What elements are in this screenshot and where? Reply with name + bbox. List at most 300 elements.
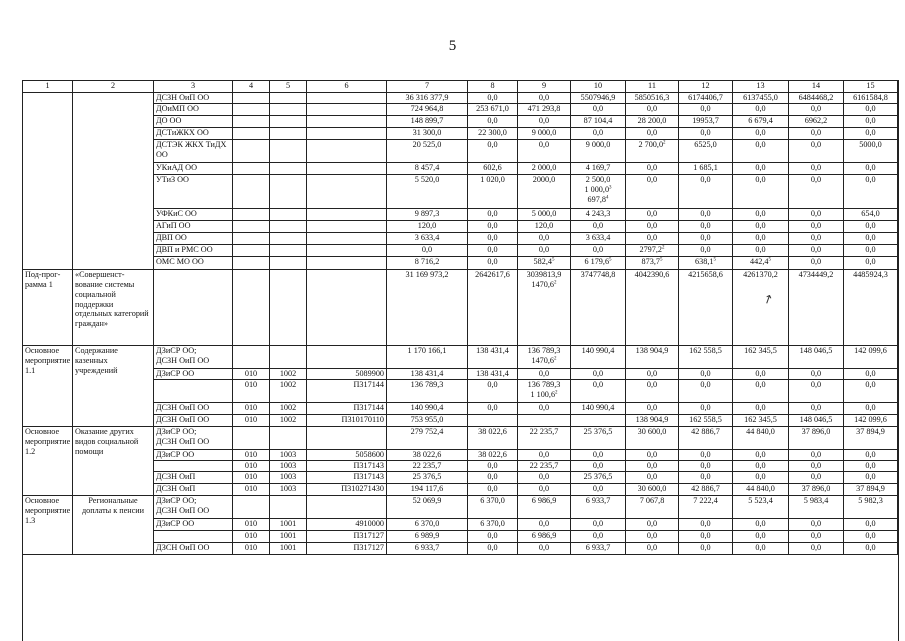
subprogram-label: Под-прог-рамма 1 xyxy=(23,270,73,346)
cell: 7 067,8 xyxy=(626,496,679,519)
cell xyxy=(307,104,387,116)
cell: 6 933,7 xyxy=(571,543,626,555)
cell: 0,0 xyxy=(571,450,626,461)
cell xyxy=(468,415,518,427)
cell: 6 986,9 xyxy=(518,496,571,519)
cell: 0,0 xyxy=(626,519,679,531)
cell xyxy=(307,163,387,175)
column-number: 2 xyxy=(73,81,154,93)
cell xyxy=(307,257,387,270)
cell: 0,0 xyxy=(518,245,571,257)
cell-value xyxy=(520,390,568,400)
cell: 0,0 xyxy=(733,140,789,163)
cell: 471 293,8 xyxy=(518,104,571,116)
cell: 44 840,0 xyxy=(733,427,789,450)
cell xyxy=(270,245,307,257)
footnote-mark: 2 xyxy=(554,356,557,362)
table-row xyxy=(23,104,898,116)
cell: 0,0 xyxy=(789,543,844,555)
cell: ДЗиСР ОО xyxy=(154,450,233,461)
cell: 0,0 xyxy=(387,245,468,257)
cell: 0,0 xyxy=(679,369,733,380)
cell: 2000,0 xyxy=(518,175,571,209)
cell-value xyxy=(520,356,568,366)
cell: УКиАД ОО xyxy=(154,163,233,175)
cell: 0,0 xyxy=(679,403,733,415)
cell: 6 679,4 xyxy=(733,116,789,128)
cell: 20 525,0 xyxy=(387,140,468,163)
cell xyxy=(518,270,571,346)
cell: 0,0 xyxy=(626,369,679,380)
cell: 0,0 xyxy=(844,104,898,116)
measure-title: Региональные доплаты к пенсии xyxy=(73,496,154,555)
cell: 0,0 xyxy=(626,472,679,484)
cell-value: 638,1 xyxy=(695,257,714,266)
executor-line: ДСЗН ОиП ОО xyxy=(156,505,210,515)
cell: 0,0 xyxy=(844,531,898,543)
column-number: 13 xyxy=(733,81,789,93)
table-row xyxy=(23,163,898,175)
cell: 0,0 xyxy=(468,245,518,257)
cell: 0,0 xyxy=(789,461,844,472)
cell: 1003 xyxy=(270,461,307,472)
cell: 0,0 xyxy=(733,233,789,245)
column-number: 12 xyxy=(679,81,733,93)
executor-line: ДЗиСР ОО; xyxy=(156,496,197,505)
cell: 0,0 xyxy=(571,245,626,257)
cell: 0,0 xyxy=(844,128,898,140)
cell: 0,0 xyxy=(733,163,789,175)
cell xyxy=(154,461,233,472)
cell: 0,0 xyxy=(571,380,626,403)
cell: 5507946,9 xyxy=(571,93,626,104)
cell: 6 370,0 xyxy=(468,519,518,531)
cell: 0,0 xyxy=(844,403,898,415)
cell xyxy=(233,496,270,519)
cell: 0,0 xyxy=(679,543,733,555)
cell xyxy=(270,496,307,519)
empty-cell xyxy=(154,270,233,346)
table-row xyxy=(23,484,898,496)
cell: 22 235,7 xyxy=(518,427,571,450)
cell: 162 558,5 xyxy=(679,346,733,369)
table-row xyxy=(23,233,898,245)
cell: 2 000,0 xyxy=(518,163,571,175)
table-row xyxy=(23,531,898,543)
cell: 0,0 xyxy=(571,531,626,543)
cell-value: 136 789,3 xyxy=(527,346,561,355)
cell: ДСЗН ОиП ОО xyxy=(154,403,233,415)
cell: 602,6 xyxy=(468,163,518,175)
cell xyxy=(270,140,307,163)
cell: 0,0 xyxy=(789,175,844,209)
cell: 4734449,2 xyxy=(789,270,844,346)
cell: 0,0 xyxy=(518,369,571,380)
cell xyxy=(307,245,387,257)
cell xyxy=(270,233,307,245)
cell: 0,0 xyxy=(789,472,844,484)
cell: 010 xyxy=(233,484,270,496)
cell: 010 xyxy=(233,543,270,555)
cell: 6161584,8 xyxy=(844,93,898,104)
cell-value-text: 1 000,0 xyxy=(584,184,610,194)
cell: 0,0 xyxy=(571,461,626,472)
cell xyxy=(233,93,270,104)
cell: П317127 xyxy=(307,531,387,543)
footnote-mark: 5 xyxy=(609,257,612,263)
executor-line: ДСЗН ОиП ОО xyxy=(156,355,210,365)
cell: 3 633,4 xyxy=(387,233,468,245)
cell: ДСЗН ОиП xyxy=(154,484,233,496)
cell xyxy=(154,531,233,543)
column-number: 1 xyxy=(23,81,73,93)
empty-cell xyxy=(307,270,387,346)
cell xyxy=(270,93,307,104)
footnote-mark: 5 xyxy=(551,257,555,263)
column-number: 8 xyxy=(468,81,518,93)
cell xyxy=(571,175,626,209)
table-row xyxy=(23,93,898,104)
cell: 1002 xyxy=(270,369,307,380)
footnote-mark: 2 xyxy=(555,390,558,396)
measure-title: Содержание казенных учреждений xyxy=(73,346,154,427)
cell: 87 104,4 xyxy=(571,116,626,128)
cell: 010 xyxy=(233,380,270,403)
cell: 0,0 xyxy=(679,461,733,472)
cell: 31 169 973,2 xyxy=(387,270,468,346)
cell: 6 933,7 xyxy=(571,496,626,519)
cell: ДО ОО xyxy=(154,116,233,128)
cell xyxy=(307,128,387,140)
cell xyxy=(270,128,307,140)
cell: 010 xyxy=(233,369,270,380)
cell-value-text: 1470,6 xyxy=(531,279,554,289)
cell: 140 990,4 xyxy=(387,403,468,415)
cell xyxy=(307,116,387,128)
cell: 010 xyxy=(233,403,270,415)
column-number: 10 xyxy=(571,81,626,93)
cell: 5 523,4 xyxy=(733,496,789,519)
cell: П317143 xyxy=(307,472,387,484)
empty-cell xyxy=(270,270,307,346)
cell: 0,0 xyxy=(844,233,898,245)
cell xyxy=(233,257,270,270)
cell: 0,0 xyxy=(468,221,518,233)
cell: 0,0 xyxy=(468,209,518,221)
cell: 0,0 xyxy=(733,531,789,543)
table-row xyxy=(23,175,898,209)
cell: 0,0 xyxy=(626,543,679,555)
cell: 0,0 xyxy=(626,531,679,543)
empty-cell xyxy=(233,270,270,346)
cell: 0,0 xyxy=(626,175,679,209)
cell: 4215658,6 xyxy=(679,270,733,346)
cell: П317143 xyxy=(307,461,387,472)
cell: 0,0 xyxy=(844,543,898,555)
cell: 0,0 xyxy=(789,245,844,257)
cell: 0,0 xyxy=(679,104,733,116)
cell: 0,0 xyxy=(571,369,626,380)
cell xyxy=(233,245,270,257)
cell: 7 222,4 xyxy=(679,496,733,519)
cell: 8 716,2 xyxy=(387,257,468,270)
cell: 142 099,6 xyxy=(844,346,898,369)
cell: 0,0 xyxy=(789,519,844,531)
cell: 5058600 xyxy=(307,450,387,461)
cell: 162 558,5 xyxy=(679,415,733,427)
cell: 0,0 xyxy=(733,472,789,484)
cell: 0,0 xyxy=(468,403,518,415)
cell-value: 136 789,3 xyxy=(527,380,561,389)
cell: 0,0 xyxy=(468,257,518,270)
cell: 4042390,6 xyxy=(626,270,679,346)
footnote-mark: 5 xyxy=(768,257,771,263)
cell: ДСЗН ОиП ОО xyxy=(154,93,233,104)
cell xyxy=(679,257,733,270)
footnote-mark: 2 xyxy=(662,245,665,251)
cell: 0,0 xyxy=(468,543,518,555)
column-number: 14 xyxy=(789,81,844,93)
cell: 0,0 xyxy=(789,140,844,163)
empty-cell xyxy=(73,93,154,270)
table-row xyxy=(23,472,898,484)
cell: 0,0 xyxy=(468,472,518,484)
cell: 5850516,3 xyxy=(626,93,679,104)
cell: 0,0 xyxy=(844,380,898,403)
table-row xyxy=(23,380,898,403)
cell: 0,0 xyxy=(789,380,844,403)
footnote-mark: 5 xyxy=(659,257,663,263)
cell: 5000,0 xyxy=(844,140,898,163)
cell xyxy=(626,140,679,163)
cell xyxy=(270,163,307,175)
cell: 136 789,3 xyxy=(387,380,468,403)
cell xyxy=(733,257,789,270)
cell: П310271430 xyxy=(307,484,387,496)
cell: 0,0 xyxy=(789,531,844,543)
cell: 22 235,7 xyxy=(518,461,571,472)
cell: 0,0 xyxy=(468,380,518,403)
column-number: 6 xyxy=(307,81,387,93)
table-row xyxy=(23,519,898,531)
cell: 0,0 xyxy=(844,461,898,472)
cell xyxy=(307,496,387,519)
cell: 19953,7 xyxy=(679,116,733,128)
cell xyxy=(233,104,270,116)
cell xyxy=(233,128,270,140)
cell xyxy=(270,175,307,209)
cell: 010 xyxy=(233,415,270,427)
cell: 4910000 xyxy=(307,519,387,531)
column-number: 15 xyxy=(844,81,898,93)
cell: П317144 xyxy=(307,403,387,415)
cell: УФКиС ОО xyxy=(154,209,233,221)
cell: 142 099,6 xyxy=(844,415,898,427)
cell: 25 376,5 xyxy=(571,472,626,484)
cell: П317127 xyxy=(307,543,387,555)
cell: ДЗСН ОиП ОО xyxy=(154,543,233,555)
cell: 0,0 xyxy=(571,519,626,531)
budget-table xyxy=(22,80,898,555)
column-number: 9 xyxy=(518,81,571,93)
cell: 1 020,0 xyxy=(468,175,518,209)
cell xyxy=(518,380,571,403)
executor-line: ДЗиСР ОО; xyxy=(156,346,197,355)
cell: ОМС МО ОО xyxy=(154,257,233,270)
cell-value: 2 700,0 xyxy=(638,140,664,149)
footnote-mark: 4 xyxy=(605,194,609,200)
cell: 0,0 xyxy=(844,245,898,257)
cell: ДСЗН ОиП ОО xyxy=(154,415,233,427)
page-number: 5 xyxy=(448,38,457,54)
cell: 38 022,6 xyxy=(468,427,518,450)
cell: АГиП ОО xyxy=(154,221,233,233)
cell: 0,0 xyxy=(468,93,518,104)
cell: 37 894,9 xyxy=(844,484,898,496)
cell: 0,0 xyxy=(679,472,733,484)
cell xyxy=(518,257,571,270)
cell: 0,0 xyxy=(844,163,898,175)
table-row xyxy=(23,257,898,270)
cell: 9 000,0 xyxy=(571,140,626,163)
cell: 010 xyxy=(233,461,270,472)
cell: 9 897,3 xyxy=(387,209,468,221)
cell: 0,0 xyxy=(626,163,679,175)
cell: 0,0 xyxy=(468,116,518,128)
cell: 0,0 xyxy=(518,519,571,531)
table-row xyxy=(23,346,898,369)
cell: 0,0 xyxy=(789,233,844,245)
cell: 38 022,6 xyxy=(387,450,468,461)
cell: 31 300,0 xyxy=(387,128,468,140)
cell: 654,0 xyxy=(844,209,898,221)
cell: 0,0 xyxy=(571,221,626,233)
cell: 0,0 xyxy=(626,461,679,472)
cell: 1002 xyxy=(270,380,307,403)
cell: 138 904,9 xyxy=(626,415,679,427)
cell-value xyxy=(520,280,568,290)
table-row xyxy=(23,140,898,163)
cell-value: 6 179,6 xyxy=(584,257,610,266)
cell: 0,0 xyxy=(626,450,679,461)
cell: 1001 xyxy=(270,531,307,543)
table-row xyxy=(23,221,898,233)
cell: 0,0 xyxy=(468,484,518,496)
executor-line: ДЗиСР ОО; xyxy=(156,427,197,436)
cell: 162 345,5 xyxy=(733,346,789,369)
cell: 0,0 xyxy=(789,369,844,380)
cell xyxy=(307,427,387,450)
cell: 6962,2 xyxy=(789,116,844,128)
cell: 1001 xyxy=(270,519,307,531)
cell xyxy=(233,116,270,128)
cell xyxy=(270,221,307,233)
cell: 0,0 xyxy=(679,175,733,209)
cell: 0,0 xyxy=(844,369,898,380)
cell: 1002 xyxy=(270,415,307,427)
cell: 36 316 377,9 xyxy=(387,93,468,104)
cell xyxy=(233,140,270,163)
cell: 0,0 xyxy=(733,104,789,116)
table-row xyxy=(23,369,898,380)
cell xyxy=(307,233,387,245)
cell: ДВП ОО xyxy=(154,233,233,245)
cell: 0,0 xyxy=(844,257,898,270)
cell: 38 022,6 xyxy=(468,450,518,461)
cell: 0,0 xyxy=(679,128,733,140)
cell-value-text: 697,8 xyxy=(587,194,606,204)
table-row xyxy=(23,209,898,221)
cell: 2642617,6 xyxy=(468,270,518,346)
cell: 0,0 xyxy=(626,380,679,403)
cell: 0,0 xyxy=(626,104,679,116)
cell: 120,0 xyxy=(387,221,468,233)
cell: 0,0 xyxy=(789,128,844,140)
cell: 120,0 xyxy=(518,221,571,233)
cell: 4261370,2 xyxy=(733,270,789,346)
cell: 5 520,0 xyxy=(387,175,468,209)
column-number: 11 xyxy=(626,81,679,93)
cell: 010 xyxy=(233,519,270,531)
cell: 4 169,7 xyxy=(571,163,626,175)
cell: 0,0 xyxy=(789,221,844,233)
cell: 0,0 xyxy=(626,128,679,140)
cell: 1003 xyxy=(270,484,307,496)
column-number: 5 xyxy=(270,81,307,93)
cell xyxy=(233,221,270,233)
cell-value xyxy=(573,185,623,195)
cell: 140 990,4 xyxy=(571,346,626,369)
cell xyxy=(307,93,387,104)
measure-title: Оказание других видов социальной помощи xyxy=(73,427,154,496)
subprogram-title: «Совершенст-вование системы социальной поддержки отдельных категорий граждан» xyxy=(73,270,154,346)
cell: 6 986,9 xyxy=(518,531,571,543)
cell: 5 982,3 xyxy=(844,496,898,519)
cell: 194 117,6 xyxy=(387,484,468,496)
footnote-mark: 2 xyxy=(554,280,557,286)
cell: 1001 xyxy=(270,543,307,555)
column-number-row xyxy=(23,81,898,93)
cell: 0,0 xyxy=(571,128,626,140)
cell: 0,0 xyxy=(518,140,571,163)
cell xyxy=(307,175,387,209)
cell: 9 000,0 xyxy=(518,128,571,140)
cell: 0,0 xyxy=(518,233,571,245)
cell xyxy=(233,346,270,369)
cell xyxy=(233,209,270,221)
cell-value: 442,4 xyxy=(750,257,769,266)
footnote-mark: 5 xyxy=(713,257,716,263)
cell xyxy=(154,496,233,519)
cell-value: 2 500,0 xyxy=(585,175,611,184)
table-row xyxy=(23,128,898,140)
cell xyxy=(270,209,307,221)
cell: 253 671,0 xyxy=(468,104,518,116)
cell-value: 582,4 xyxy=(533,257,552,266)
cell: 4 243,3 xyxy=(571,209,626,221)
cell: 148 046,5 xyxy=(789,415,844,427)
cell: 37 894,9 xyxy=(844,427,898,450)
cell: 37 896,0 xyxy=(789,427,844,450)
cell xyxy=(307,140,387,163)
cell: 6484468,2 xyxy=(789,93,844,104)
cell: 0,0 xyxy=(733,380,789,403)
cell xyxy=(626,257,679,270)
cell: 0,0 xyxy=(518,116,571,128)
cell xyxy=(154,427,233,450)
cell-value-text: 1 100,6 xyxy=(530,389,556,399)
cell: 30 600,0 xyxy=(626,484,679,496)
